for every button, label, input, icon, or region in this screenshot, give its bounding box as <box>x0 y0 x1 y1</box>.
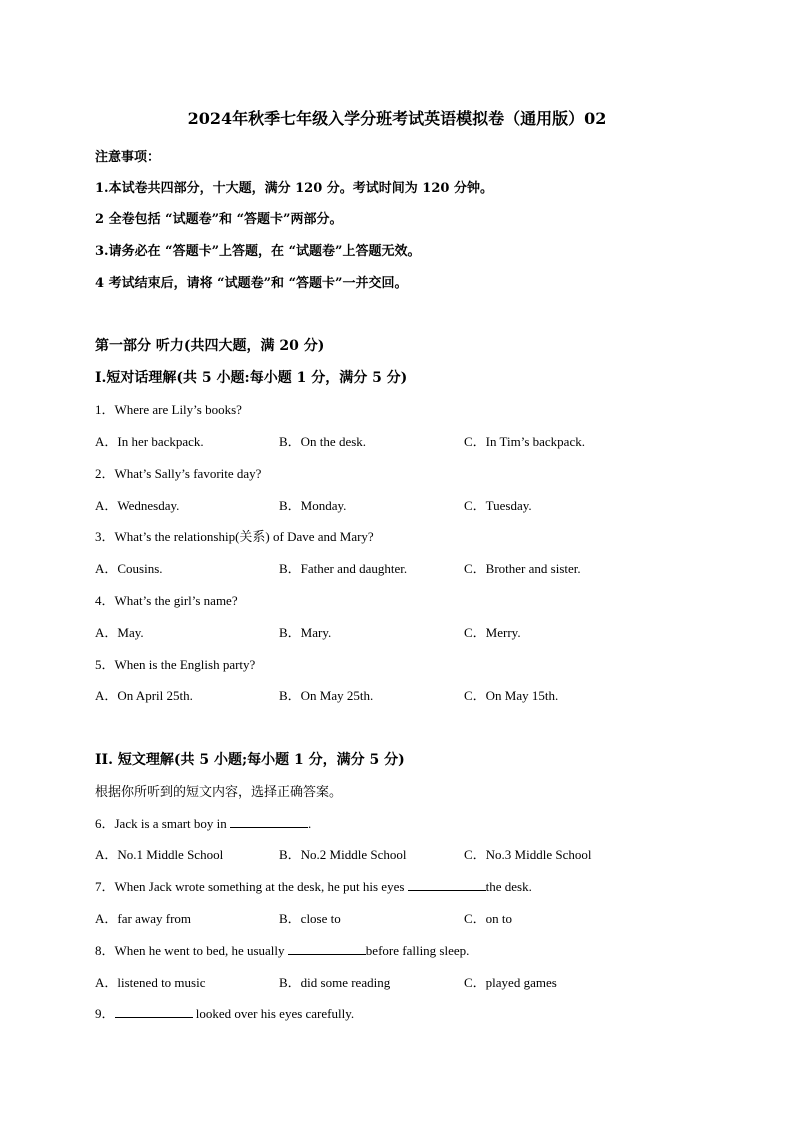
q8-text-end: before falling sleep. <box>365 943 470 958</box>
q2-option-b: B．Monday. <box>279 498 347 513</box>
q3-option-a: A．Cousins. <box>95 561 163 576</box>
answer-blank <box>230 816 308 828</box>
q5-option-b: B．On May 25th. <box>279 688 374 703</box>
q4-option-a: A．May. <box>95 625 144 640</box>
exam-title: 2024年秋季七年级入学分班考试英语模拟卷（通用版）02 <box>187 109 607 128</box>
q8-option-b: B．did some reading <box>279 975 391 990</box>
q5-option-c: C．On May 15th. <box>464 688 559 703</box>
q9-number: 9． <box>95 1006 115 1021</box>
q3-option-b: B．Father and daughter. <box>279 561 408 576</box>
q6-option-a: A．No.1 Middle School <box>95 847 224 862</box>
q7-text: 7．When Jack wrote something at the desk, he put his eyes <box>95 879 408 894</box>
question-8 <box>95 940 469 959</box>
q8-option-c: C．played games <box>464 975 557 990</box>
note-item-3: 3.请务必在 “答题卡”上答题，在 “试题卷”上答题无效。 <box>95 244 421 259</box>
answer-blank <box>408 879 486 891</box>
notes-heading: 注意事项： <box>95 150 161 165</box>
note-item-2: 2 全卷包括 “试题卷”和 “答题卡”两部分。 <box>95 212 343 227</box>
part1-heading: 第一部分 听力(共四大题，满 20 分) <box>95 338 325 354</box>
question-1: 1．Where are Lily’s books? <box>95 402 242 417</box>
question-4: 4．What’s the girl’s name? <box>95 593 238 608</box>
q6-text-end: . <box>308 816 312 831</box>
question-2: 2．What’s Sally’s favorite day? <box>95 466 262 481</box>
q2-option-a: A．Wednesday. <box>95 498 180 513</box>
note-item-4: 4 考试结束后，请将 “试题卷”和 “答题卡”一并交回。 <box>95 276 408 291</box>
question-5: 5．When is the English party? <box>95 657 256 672</box>
question-6 <box>95 813 311 832</box>
q9-text: looked over his eyes carefully. <box>192 1006 355 1021</box>
q8-option-a: A．listened to music <box>95 975 206 990</box>
q7-option-a: A．far away from <box>95 911 192 926</box>
question-7 <box>95 876 532 895</box>
q1-option-b: B．On the desk. <box>279 434 367 449</box>
q5-option-a: A．On April 25th. <box>95 688 193 703</box>
q8-text: 8．When he went to bed, he usually <box>95 943 288 958</box>
note-item-1: 1.本试卷共四部分，十大题，满分 120 分。考试时间为 120 分钟。 <box>95 181 493 196</box>
question-9 <box>95 1003 354 1022</box>
section1-heading: Ⅰ.短对话理解(共 5 小题:每小题 1 分，满分 5 分) <box>95 370 408 386</box>
q6-option-b: B．No.2 Middle School <box>279 847 407 862</box>
q4-option-b: B．Mary. <box>279 625 332 640</box>
q2-option-c: C．Tuesday. <box>464 498 532 513</box>
q4-option-c: C．Merry. <box>464 625 521 640</box>
q7-text-end: the desk. <box>485 879 532 894</box>
q6-text: 6．Jack is a smart boy in <box>95 816 231 831</box>
q1-option-a: A．In her backpack. <box>95 434 204 449</box>
answer-blank <box>288 943 366 955</box>
section2-instruction: 根据你所听到的短文内容，选择正确答案。 <box>95 785 343 800</box>
q1-option-c: C．In Tim’s backpack. <box>464 434 585 449</box>
section2-heading: II. 短文理解(共 5 小题;每小题 1 分，满分 5 分) <box>95 752 405 768</box>
q3-option-c: C．Brother and sister. <box>464 561 581 576</box>
answer-blank <box>115 1006 193 1018</box>
q7-option-b: B．close to <box>279 911 341 926</box>
q6-option-c: C．No.3 Middle School <box>464 847 592 862</box>
q7-option-c: C．on to <box>464 911 513 926</box>
question-3: 3．What’s the relationship(关系) of Dave and Mary? <box>95 529 374 544</box>
